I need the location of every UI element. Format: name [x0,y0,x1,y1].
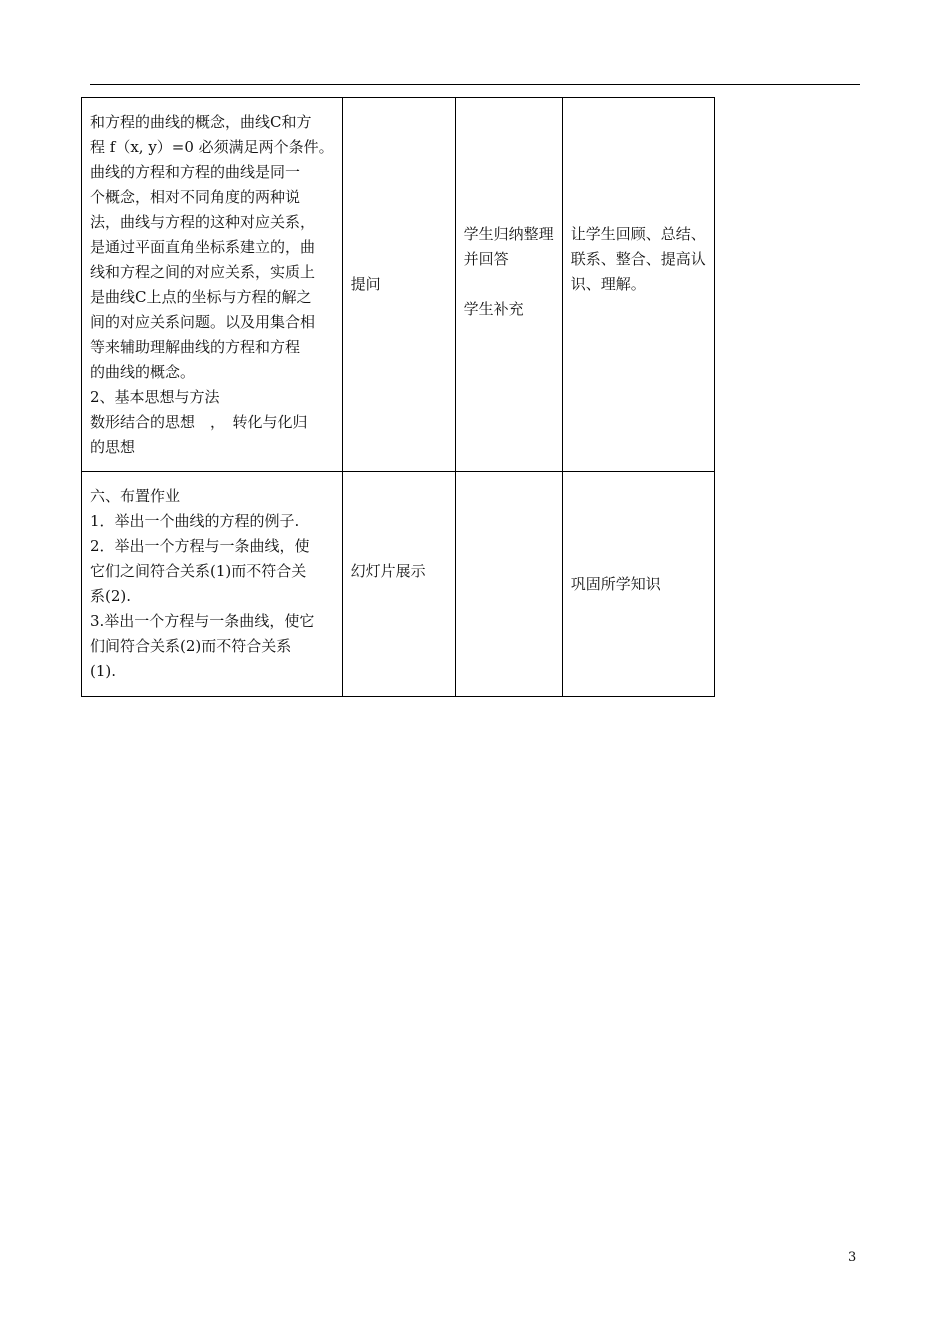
content-line: (1). [90,662,117,680]
content-line: 的曲线的概念。 [90,362,196,381]
design-intent-cell [562,472,714,697]
spacer [571,297,706,322]
content-line: 1．举出一个曲线的方程的例子. [90,512,300,530]
content-line: 3.举出一个方程与一条曲线，使它 [90,612,315,630]
content-line: 的思想 [90,437,136,456]
student-activity-cell [455,98,562,472]
spacer [351,584,447,609]
student-activity-line: 学生补充 [463,300,524,318]
content-line: 间的对应关系问题。以及用集合相 [90,312,316,331]
content-line: 数形结合的思想 ， 转化与化归 [90,412,308,431]
content-line: 等来辅助理解曲线的方程和方程 [90,337,301,356]
student-activity-cell [455,472,562,697]
student-activity-line: 并回答 [463,250,509,268]
spacer [464,272,554,297]
design-intent-line: 联系、整合、提高认 [570,250,706,268]
content-line: 程 f（x, y）=0 必须满足两个条件。 [90,137,334,156]
design-intent-line: 识、理解。 [570,275,646,293]
content-line: 个概念，相对不同角度的两种说 [90,187,301,206]
content-line: 它们之间符合关系(1)而不符合关 [90,562,307,580]
content-line: 是通过平面直角坐标系建立的，曲 [90,237,316,256]
teacher-activity-cell [342,472,455,697]
content-line: 法，曲线与方程的这种对应关系， [90,212,316,231]
content-cell [82,98,343,472]
spacer [571,322,706,347]
student-activity-line: 学生归纳整理 [463,225,554,243]
content-cell [82,472,343,697]
content-line: 六、布置作业 [90,487,181,505]
teacher-activity: 幻灯片展示 [350,562,426,580]
page-number: 3 [848,1250,857,1265]
content-line: 系(2). [90,587,132,605]
design-intent: 巩固所学知识 [570,574,661,593]
lesson-plan-table [81,97,715,697]
content-line: 2．举出一个方程与一条曲线，使 [90,537,310,555]
teacher-activity-cell [342,98,455,472]
header-rule [90,84,860,85]
teacher-activity: 提问 [350,275,381,293]
design-intent-cell [562,98,714,472]
content-line: 们间符合关系(2)而不符合关系 [90,637,292,655]
table-row [82,98,715,472]
design-intent-line: 让学生回顾、总结、 [570,225,706,243]
content-line: 和方程的曲线的概念，曲线C和方 [90,112,312,131]
content-line: 曲线的方程和方程的曲线是同一 [90,162,301,181]
content-line: 是曲线C上点的坐标与方程的解之 [90,287,312,306]
spacer [464,322,554,347]
content-line: 2、基本思想与方法 [90,387,220,406]
table-row [82,472,715,697]
content-line: 线和方程之间的对应关系，实质上 [90,262,316,281]
